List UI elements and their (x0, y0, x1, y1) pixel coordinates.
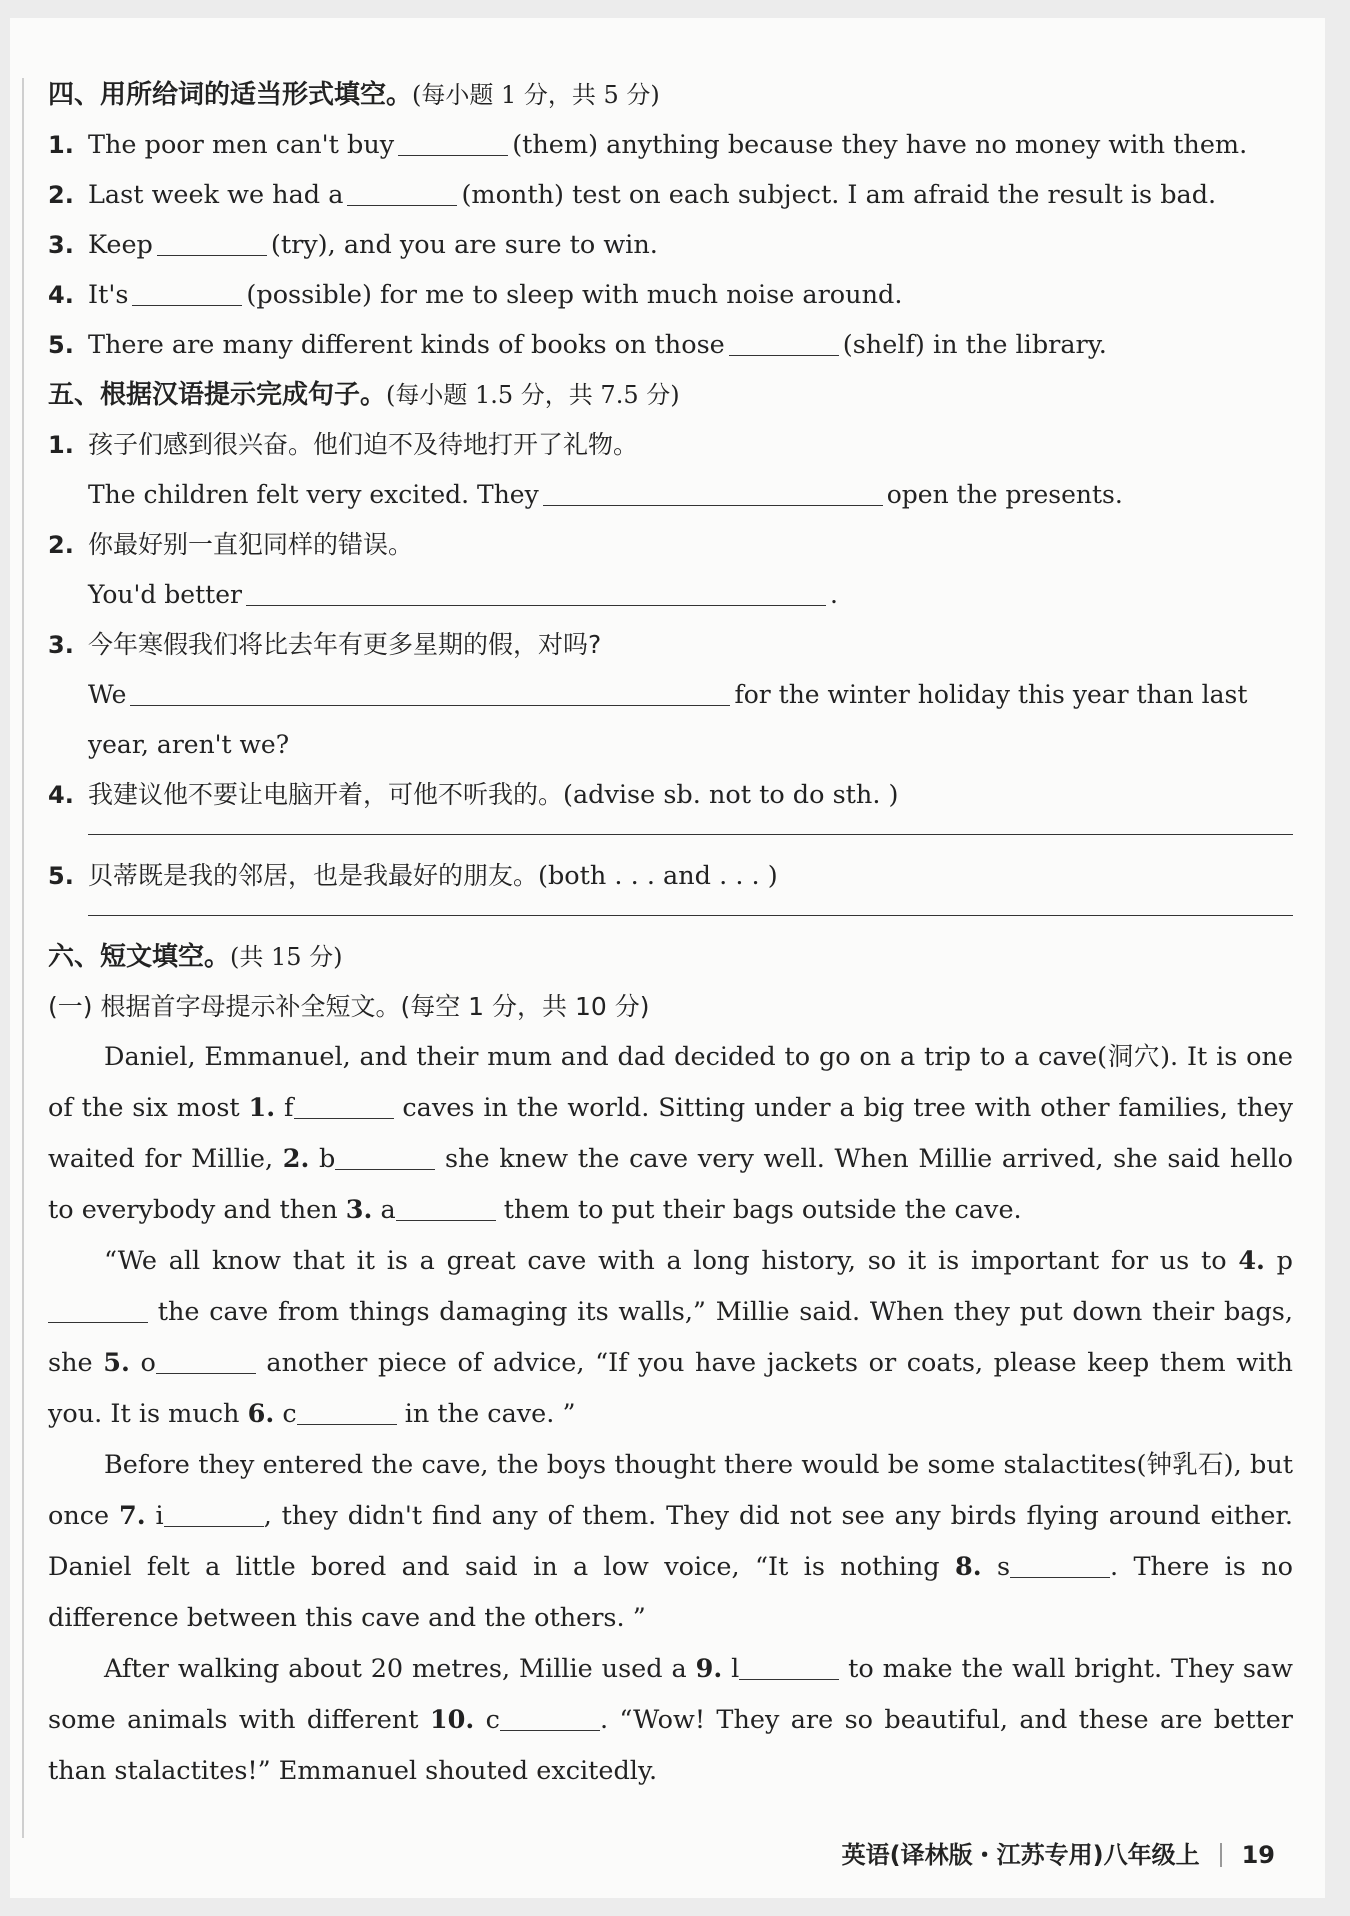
answer-blank[interactable] (130, 679, 730, 706)
question-text: Last week we had a (88, 180, 344, 210)
passage-text: another piece of advice, “If you have jackets or coats, please keep them with you. It is much (48, 1348, 1293, 1429)
section-5-title: 五、根据汉语提示完成句子。 (48, 380, 387, 410)
s5-question-5 (48, 851, 1293, 901)
workbook-page (10, 18, 1325, 1898)
paragraph-2 (48, 1236, 1293, 1440)
chinese-prompt: 孩子们感到很兴奋。他们迫不及待地打开了礼物。 (88, 430, 639, 459)
footer-divider (1220, 1843, 1222, 1867)
question-number: 3. (48, 631, 74, 659)
question-text: (month) test on each subject. I am afraid the result is bad. (461, 180, 1217, 210)
s4-question-1 (48, 120, 1293, 170)
chinese-prompt: 我建议他不要让电脑开着，可他不听我的。 (88, 780, 564, 809)
passage-text: . “Wow! They are so beautiful, and these are better than stalactites!” Emmanuel shouted excitedly. (48, 1705, 1293, 1786)
question-number: 2. (48, 531, 74, 559)
chinese-prompt: 你最好别一直犯同样的错误。 (88, 530, 414, 559)
chinese-prompt: 今年寒假我们将比去年有更多星期的假，对吗? (88, 630, 602, 659)
s5-answer-line-3 (48, 670, 1293, 720)
first-letter: c (485, 1705, 500, 1735)
section-4-title: 四、用所给词的适当形式填空。 (48, 80, 413, 110)
section-5-points: (每小题 1.5 分，共 7.5 分) (386, 381, 680, 409)
section-6-points: (共 15 分) (230, 943, 343, 971)
first-letter: f (284, 1093, 294, 1123)
hint-text: (advise sb. not to do sth. ) (563, 780, 899, 810)
question-text: It's (88, 280, 129, 310)
question-text: (try), and you are sure to win. (270, 230, 658, 260)
section-6-heading (48, 932, 1293, 982)
passage-text: in the cave. ” (396, 1399, 576, 1429)
answer-stem: open the presents. (886, 480, 1123, 509)
paragraph-3 (48, 1440, 1293, 1644)
cloze-blank[interactable] (156, 1347, 256, 1374)
passage-text: the cave from things damaging its walls,” Millie said. When they put down their bags, she (48, 1297, 1293, 1378)
s5-question-4 (48, 770, 1293, 820)
section-6-subtitle: (一) 根据首字母提示补全短文。(每空 1 分，共 10 分) (48, 992, 650, 1021)
s5-answer-line-2 (48, 570, 1293, 620)
blank-number: 5. (103, 1348, 130, 1378)
answer-blank[interactable] (157, 229, 267, 256)
paragraph-1 (48, 1032, 1293, 1236)
section-5-heading (48, 370, 1293, 420)
question-number: 5. (48, 331, 74, 359)
answer-blank[interactable] (132, 279, 242, 306)
answer-blank[interactable] (729, 329, 839, 356)
answer-blank[interactable] (246, 579, 826, 606)
section-4-heading (48, 70, 1293, 120)
section-4-points: (每小题 1 分，共 5 分) (412, 81, 660, 109)
cloze-blank[interactable] (294, 1092, 394, 1119)
s5-answer-line-3b (48, 720, 1293, 770)
passage-text: to make the wall bright. They saw some animals with different (48, 1654, 1293, 1735)
blank-number: 6. (247, 1399, 275, 1429)
question-number: 2. (48, 181, 74, 209)
first-letter: i (155, 1501, 164, 1531)
question-text: The poor men can't buy (88, 130, 395, 160)
question-text: (shelf) in the library. (842, 330, 1107, 360)
first-letter: s (996, 1552, 1011, 1582)
blank-number: 10. (429, 1705, 475, 1735)
passage-text: she knew the cave very well. When Millie arrived, she said hello to everybody and then (48, 1144, 1294, 1225)
answer-stem: for the winter holiday this year than last (734, 680, 1248, 709)
book-title: 英语(译林版・江苏专用)八年级上 (841, 1841, 1200, 1869)
first-letter: o (140, 1348, 156, 1378)
cloze-blank[interactable] (396, 1194, 496, 1221)
answer-stem: The children felt very excited. They (88, 480, 539, 509)
chinese-prompt: 贝蒂既是我的邻居，也是我最好的朋友。 (88, 861, 539, 890)
answer-stem: You'd better (88, 580, 242, 609)
first-letter: a (380, 1195, 396, 1225)
s5-question-2 (48, 520, 1293, 570)
cloze-blank[interactable] (1010, 1551, 1110, 1578)
question-text: (possible) for me to sleep with much noise around. (246, 280, 903, 310)
blank-number: 2. (282, 1144, 310, 1174)
blank-number: 4. (1238, 1246, 1265, 1276)
cloze-blank[interactable] (164, 1500, 264, 1527)
blank-number: 7. (119, 1501, 146, 1531)
passage-text: , they didn't find any of them. They did not see any birds flying around either. Daniel felt a little bored and said in a low voice, “It is nothing (48, 1501, 1293, 1582)
passage-text: Before they entered the cave, the boys thought there would be some stalactites(钟乳石), but once (48, 1450, 1293, 1531)
answer-stem: year, aren't we? (88, 730, 290, 759)
passage-text: them to put their bags outside the cave. (495, 1195, 1022, 1225)
s4-question-3 (48, 220, 1293, 270)
page-content (48, 70, 1293, 1797)
s5-question-3 (48, 620, 1293, 670)
answer-blank[interactable] (398, 129, 508, 156)
s5-question-1 (48, 420, 1293, 470)
answer-blank[interactable] (347, 179, 457, 206)
question-number: 4. (48, 781, 74, 809)
cloze-blank[interactable] (48, 1296, 148, 1323)
first-letter: p (1276, 1246, 1293, 1276)
passage-text: caves in the world. Sitting under a big tree with other families, they waited for Millie, (48, 1093, 1293, 1174)
question-number: 1. (48, 131, 74, 159)
answer-stem: We (88, 680, 127, 709)
blank-number: 9. (695, 1654, 723, 1684)
page-number: 19 (1241, 1841, 1275, 1869)
question-number: 3. (48, 231, 74, 259)
cloze-passage (48, 1032, 1293, 1797)
first-letter: l (731, 1654, 740, 1684)
blank-number: 1. (248, 1093, 276, 1123)
question-number: 5. (48, 862, 74, 890)
passage-text: After walking about 20 metres, Millie used a (104, 1654, 696, 1684)
s4-question-5 (48, 320, 1293, 370)
s4-question-2 (48, 170, 1293, 220)
first-letter: b (319, 1144, 336, 1174)
section-6-subheading (48, 982, 1293, 1032)
s5-answer-line-1 (48, 470, 1293, 520)
question-number: 1. (48, 431, 74, 459)
question-number: 4. (48, 281, 74, 309)
hint-text: (both . . . and . . . ) (538, 861, 778, 891)
blank-number: 8. (954, 1552, 982, 1582)
cloze-blank[interactable] (297, 1398, 397, 1425)
s4-question-4 (48, 270, 1293, 320)
margin-line (22, 78, 24, 1838)
cloze-blank[interactable] (739, 1653, 839, 1680)
blank-number: 3. (345, 1195, 373, 1225)
passage-text: “We all know that it is a great cave with a long history, so it is important for us to (104, 1246, 1239, 1276)
passage-text: . There is no difference between this cave and the others. ” (48, 1552, 1294, 1633)
section-6-title: 六、短文填空。 (48, 942, 231, 972)
question-text: (them) anything because they have no money with them. (512, 130, 1248, 160)
cloze-blank[interactable] (335, 1143, 435, 1170)
answer-blank[interactable] (543, 479, 883, 506)
page-footer (842, 1835, 1275, 1870)
question-text: Keep (88, 230, 153, 260)
paragraph-4 (48, 1644, 1293, 1797)
first-letter: c (282, 1399, 297, 1429)
passage-text: Daniel, Emmanuel, and their mum and dad decided to go on a trip to a cave(洞穴). It is one of the six most (48, 1042, 1293, 1123)
cloze-blank[interactable] (500, 1704, 600, 1731)
answer-stem: . (829, 580, 838, 609)
question-text: There are many different kinds of books on those (88, 330, 725, 360)
